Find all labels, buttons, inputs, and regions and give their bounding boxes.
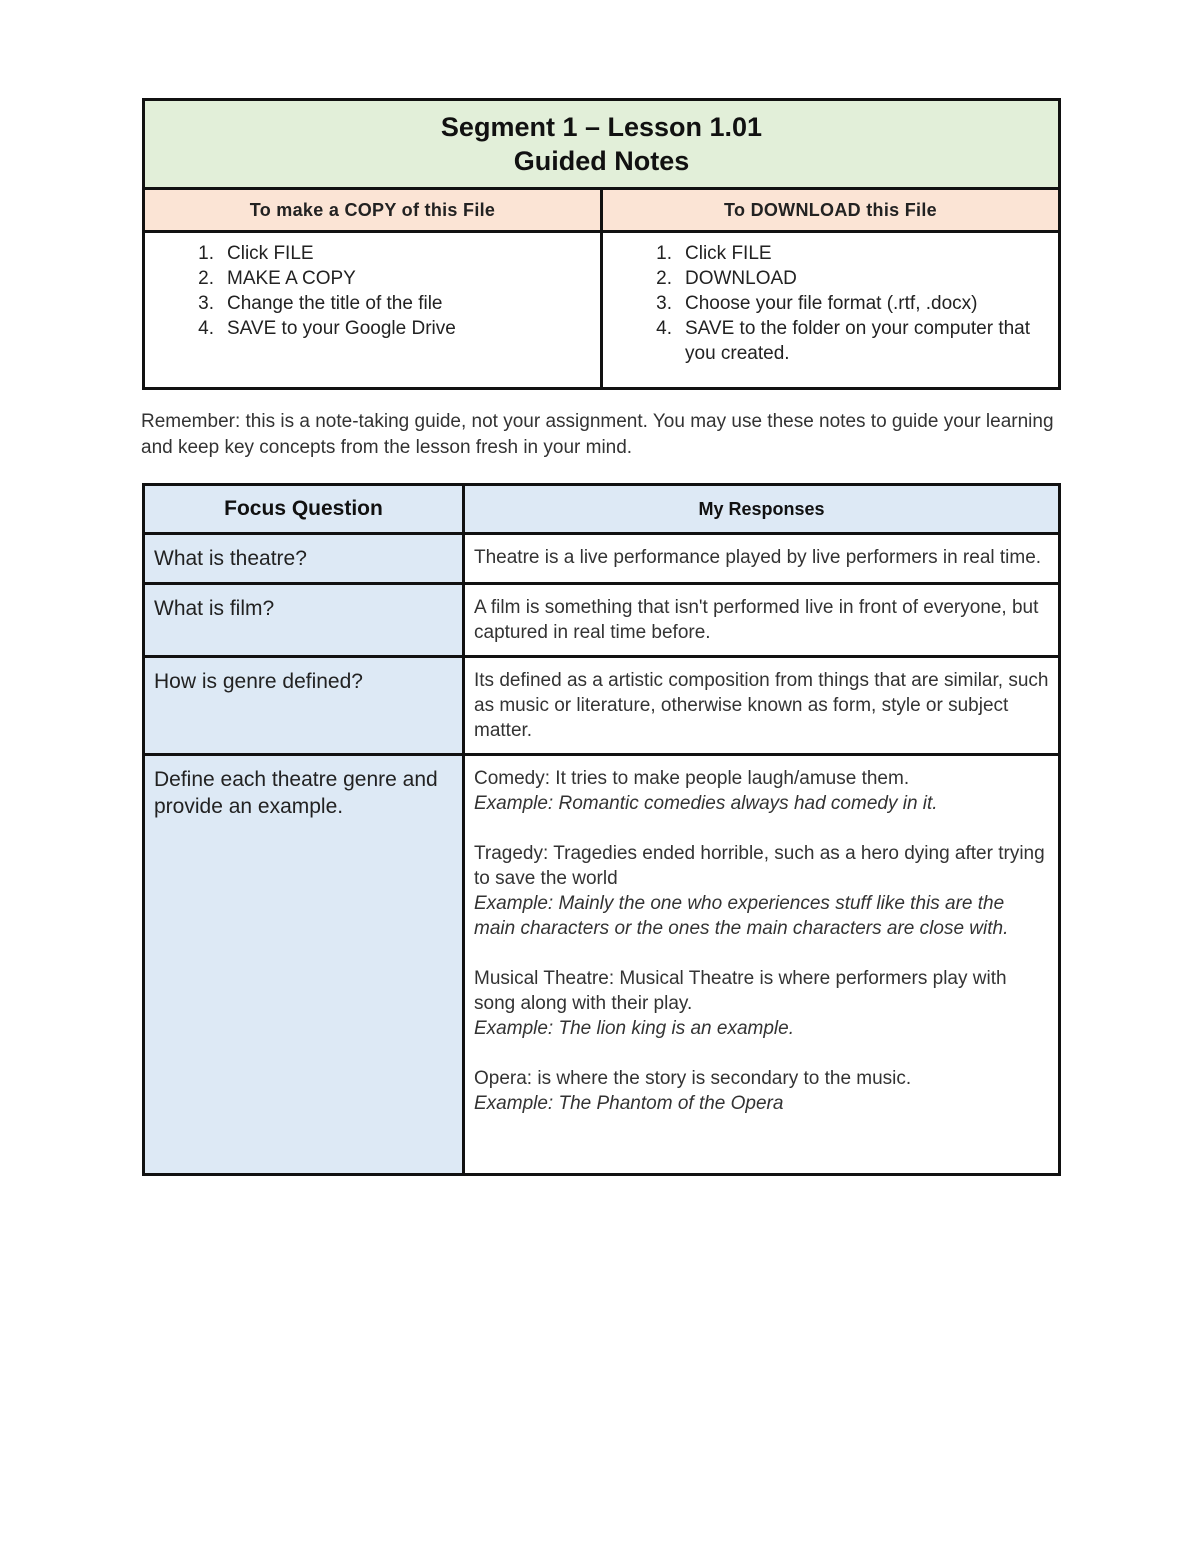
focus-question: Define each theatre genre and provide an example. xyxy=(144,755,464,1175)
table-row xyxy=(144,534,1060,584)
segment-title: Segment 1 – Lesson 1.01 xyxy=(440,112,763,142)
download-heading: To DOWNLOAD this File xyxy=(602,189,1060,232)
step-number: 1. xyxy=(198,243,214,264)
genre-example: Example: The Phantom of the Opera xyxy=(474,1093,784,1114)
table-row xyxy=(144,755,1060,1175)
genre-definition: Tragedy: Tragedies ended horrible, such as a hero dying after trying to save the world xyxy=(474,843,1045,889)
list-item xyxy=(613,266,1048,291)
step-text: SAVE to the folder on your computer that you created. xyxy=(685,318,1031,364)
genre-definition: Musical Theatre: Musical Theatre is where performers play with song along with their play. xyxy=(474,968,1007,1014)
step-number: 2. xyxy=(198,268,214,289)
list-item xyxy=(155,291,590,316)
copy-heading: To make a COPY of this File xyxy=(144,189,602,232)
step-text: Click FILE xyxy=(227,243,314,264)
step-text: Choose your file format (.rtf, .docx) xyxy=(685,293,978,314)
step-text: SAVE to your Google Drive xyxy=(227,318,456,339)
table-row xyxy=(144,657,1060,755)
response-cell[interactable]: Its defined as a artistic composition from things that are similar, such as music or literature, otherwise known as form, style or subject matter. xyxy=(464,657,1060,755)
focus-question: What is theatre? xyxy=(144,534,464,584)
reminder-text: Remember: this is a note-taking guide, not your assignment. You may use these notes to guide your learning and keep key concepts from the lesson fresh in your mind. xyxy=(141,411,1054,458)
genre-example: Example: Mainly the one who experiences stuff like this are the main characters or the ones the main characters are close with. xyxy=(474,893,1009,939)
list-item xyxy=(155,316,590,341)
step-number: 1. xyxy=(656,243,672,264)
genre-definition: Opera: is where the story is secondary to the music. xyxy=(474,1068,912,1089)
step-text: Change the title of the file xyxy=(227,293,443,314)
response-cell[interactable]: Theatre is a live performance played by live performers in real time. xyxy=(464,534,1060,584)
genre-response-cell[interactable] xyxy=(464,755,1060,1175)
focus-question: What is film? xyxy=(144,584,464,657)
download-steps-list xyxy=(613,241,1048,366)
response-cell[interactable]: A film is something that isn't performed live in front of everyone, but captured in real time before. xyxy=(464,584,1060,657)
header-table xyxy=(142,98,1061,390)
my-responses-header: My Responses xyxy=(464,485,1060,534)
focus-question-header: Focus Question xyxy=(144,485,464,534)
step-text: MAKE A COPY xyxy=(227,268,356,289)
step-number: 4. xyxy=(198,318,214,339)
list-item xyxy=(155,241,590,266)
guided-notes-title: Guided Notes xyxy=(513,146,690,176)
genre-definition: Comedy: It tries to make people laugh/amuse them. xyxy=(474,768,910,789)
list-item xyxy=(613,316,1048,366)
copy-steps-cell xyxy=(144,232,602,389)
list-item xyxy=(155,266,590,291)
title-cell xyxy=(144,100,1060,189)
step-number: 3. xyxy=(656,293,672,314)
list-item xyxy=(613,241,1048,266)
genre-example: Example: Romantic comedies always had comedy in it. xyxy=(474,793,938,814)
notes-table xyxy=(142,483,1061,1176)
step-number: 3. xyxy=(198,293,214,314)
genre-example: Example: The lion king is an example. xyxy=(474,1018,794,1039)
step-number: 4. xyxy=(656,318,672,339)
step-text: DOWNLOAD xyxy=(685,268,797,289)
step-number: 2. xyxy=(656,268,672,289)
download-steps-cell xyxy=(602,232,1060,389)
focus-question: How is genre defined? xyxy=(144,657,464,755)
copy-steps-list xyxy=(155,241,590,341)
table-row xyxy=(144,584,1060,657)
step-text: Click FILE xyxy=(685,243,772,264)
list-item xyxy=(613,291,1048,316)
